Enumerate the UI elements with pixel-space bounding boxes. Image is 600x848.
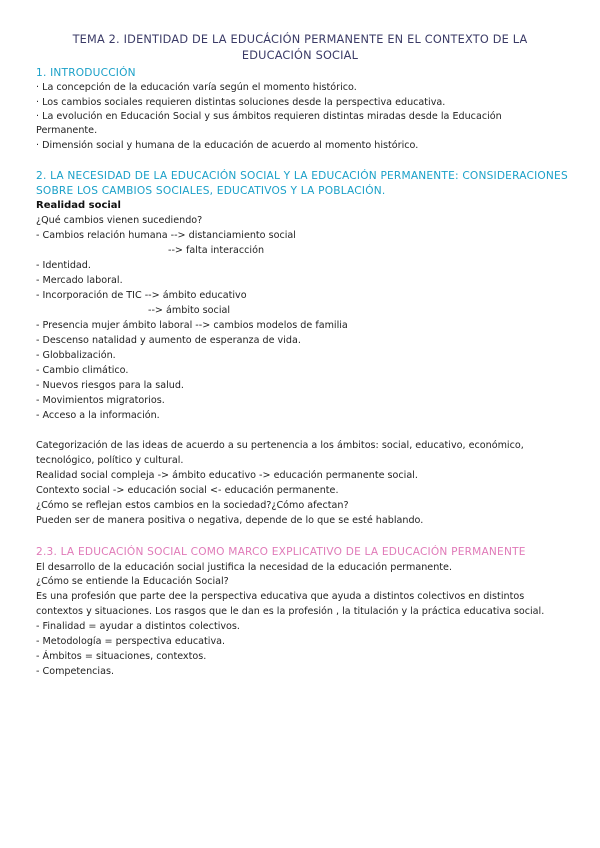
- section-1-heading: 1. INTRODUCCIÓN: [36, 67, 136, 79]
- section-2-line: - Descenso natalidad y aumento de esperanza de vida.: [36, 335, 301, 346]
- section-2-line: - Presencia mujer ámbito laboral --> cambios modelos de familia: [36, 320, 348, 331]
- section-3-line: El desarrollo de la educación social justifica la necesidad de la educación permanente.: [36, 562, 452, 573]
- section-2-line: ¿Qué cambios vienen sucediendo?: [36, 215, 203, 226]
- section-3-line: ¿Cómo se entiende la Educación Social?: [36, 576, 229, 587]
- section-2-line: - Acceso a la información.: [36, 410, 160, 421]
- section-3-line: Es una profesión que parte dee la perspectiva educativa que ayuda a distintos colectivos en distintos: [36, 591, 525, 602]
- section-2-paragraph-line: Contexto social -> educación social <- educación permanente.: [36, 485, 339, 496]
- section-2-paragraph-line: tecnológico, político y cultural.: [36, 455, 184, 466]
- section-2-paragraph-line: ¿Cómo se reflejan estos cambios en la sociedad?¿Cómo afectan?: [36, 500, 349, 511]
- document-title: [40, 32, 560, 64]
- section-2-line: - Movimientos migratorios.: [36, 395, 165, 406]
- section-2-line: - Cambios relación humana --> distanciamiento social: [36, 230, 296, 241]
- section-3-line: - Competencias.: [36, 666, 115, 677]
- section-3-line: contextos y situaciones. Los rasgos que le dan es la profesión , la titulación y la práctica educativa social.: [36, 606, 545, 617]
- section-2-line: - Cambio climático.: [36, 365, 129, 376]
- section-2-line: - Globbalización.: [36, 350, 116, 361]
- section-2-line: --> ámbito social: [148, 305, 231, 316]
- section-2-heading-line-1: 2. LA NECESIDAD DE LA EDUCACIÓN SOCIAL Y LA EDUCACIÓN PERMANENTE: CONSIDERACIONES: [36, 170, 568, 182]
- section-2-line: - Mercado laboral.: [36, 275, 123, 286]
- section-1-line: · La concepción de la educación varía según el momento histórico.: [36, 82, 357, 93]
- section-2-line: - Nuevos riesgos para la salud.: [36, 380, 184, 391]
- section-3-line: - Ámbitos = situaciones, contextos.: [36, 651, 207, 662]
- section-3-heading: 2.3. LA EDUCACIÓN SOCIAL COMO MARCO EXPLICATIVO DE LA EDUCACIÓN PERMANENTE: [36, 546, 526, 558]
- section-2-subheading: Realidad social: [36, 200, 121, 211]
- title-line-2: EDUCACIÓN SOCIAL: [241, 49, 359, 62]
- section-1-line: · Dimensión social y humana de la educación de acuerdo al momento histórico.: [36, 140, 419, 151]
- section-2-paragraph-line: Realidad social compleja -> ámbito educativo -> educación permanente social.: [36, 470, 418, 481]
- section-1-line: · Los cambios sociales requieren distintas soluciones desde la perspectiva educativa.: [36, 97, 446, 108]
- section-2-line: - Incorporación de TIC --> ámbito educativo: [36, 290, 247, 301]
- title-line-1: TEMA 2. IDENTIDAD DE LA EDUCÁCIÓN PERMANENTE EN EL CONTEXTO DE LA: [72, 33, 528, 46]
- section-2-heading-line-2: SOBRE LOS CAMBIOS SOCIALES, EDUCATIVOS Y LA POBLACIÓN.: [36, 185, 386, 197]
- section-1-line: · La evolución en Educación Social y sus ámbitos requieren distintas miradas desde la Educación: [36, 111, 502, 122]
- section-1-line: Permanente.: [36, 125, 98, 136]
- section-2-line: --> falta interacción: [168, 245, 265, 256]
- section-2-paragraph-line: Categorización de las ideas de acuerdo a su pertenencia a los ámbitos: social, educativo, económico,: [36, 440, 524, 451]
- section-2-paragraph-line: Pueden ser de manera positiva o negativa, depende de lo que se esté hablando.: [36, 515, 424, 526]
- section-3-line: - Finalidad = ayudar a distintos colectivos.: [36, 621, 240, 632]
- section-2-line: - Identidad.: [36, 260, 91, 271]
- section-3-line: - Metodología = perspectiva educativa.: [36, 636, 226, 647]
